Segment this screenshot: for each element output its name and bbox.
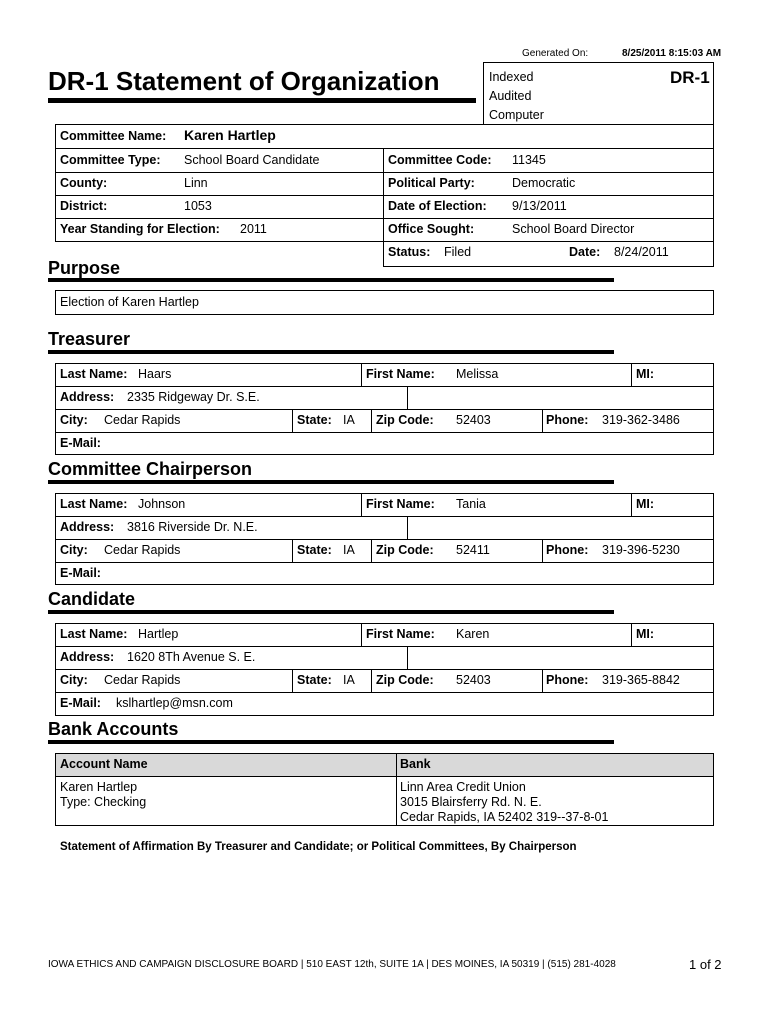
bank-bar [48,740,614,744]
chairperson-city-label: City: [60,543,88,557]
treasurer-zip-label: Zip Code: [376,413,434,427]
treasurer-last-name-label: Last Name: [60,367,128,381]
chairperson-first-name: Tania [456,497,486,511]
treasurer-first-name: Melissa [456,367,499,381]
election-date: 9/13/2011 [512,199,567,213]
candidate-state: IA [343,673,355,687]
treasurer-last-name: Haars [138,367,172,381]
treasurer-email-label: E-Mail: [60,436,101,450]
status-indexed: Indexed [489,70,534,84]
treasurer-address-label: Address: [60,390,115,404]
footer-text: IOWA ETHICS AND CAMPAIGN DISCLOSURE BOARD | 510 EAST 12th, SUITE 1A | DES MOINES, IA 50319 | (515) 281-4028 [48,959,616,970]
chairperson-address: 3816 Riverside Dr. N.E. [127,520,258,534]
chairperson-bar [48,480,614,484]
bank-header-row [56,754,713,776]
status-label: Status: [388,245,431,259]
chairperson-heading: Committee Chairperson [48,459,253,479]
chairperson-phone-label: Phone: [546,543,589,557]
date-label: Date: [569,245,601,259]
candidate-email: kslhartlep@msn.com [116,696,233,710]
candidate-mi-label: MI: [636,627,655,641]
chairperson-zip-label: Zip Code: [376,543,434,557]
treasurer-mi-label: MI: [636,367,655,381]
candidate-state-label: State: [297,673,332,687]
candidate-city: Cedar Rapids [104,673,181,687]
election-date-label: Date of Election: [388,199,487,213]
treasurer-state-label: State: [297,413,332,427]
committee-code: 11345 [512,153,546,167]
candidate-last-name-label: Last Name: [60,627,128,641]
county: Linn [184,176,208,190]
candidate-first-name-label: First Name: [366,627,435,641]
chairperson-phone: 319-396-5230 [602,543,680,557]
district: 1053 [184,199,212,213]
candidate-last-name: Hartlep [138,627,179,641]
committee-name: Karen Hartlep [184,127,276,143]
chairperson-city: Cedar Rapids [104,543,181,557]
chairperson-email-label: E-Mail: [60,566,101,580]
bank-city: Cedar Rapids, IA 52402 319--37-8-01 [400,810,609,824]
treasurer-city: Cedar Rapids [104,413,181,427]
chairperson-mi-label: MI: [636,497,655,511]
party-label: Political Party: [388,176,475,190]
treasurer-phone: 319-362-3486 [602,413,680,427]
treasurer-bar [48,350,614,354]
affirmation-statement: Statement of Affirmation By Treasurer and Candidate; or Political Committees, By Chairperson [60,841,577,853]
candidate-zip-label: Zip Code: [376,673,434,687]
title-underline [48,98,476,103]
bank-address: 3015 Blairsferry Rd. N. E. [400,795,542,809]
status-value: Filed [444,245,472,259]
candidate-phone-label: Phone: [546,673,589,687]
committee-type-label: Committee Type: [60,153,161,167]
candidate-email-label: E-Mail: [60,696,101,710]
committee-name-label: Committee Name: [60,129,167,143]
party: Democratic [512,176,576,190]
candidate-address-label: Address: [60,650,115,664]
generated-label: Generated On: [522,48,589,59]
county-label: County: [60,176,108,190]
treasurer-zip: 52403 [456,413,491,427]
office-label: Office Sought: [388,222,475,236]
chairperson-zip: 52411 [456,543,490,557]
chairperson-last-name-label: Last Name: [60,497,128,511]
chairperson-last-name: Johnson [138,497,186,511]
candidate-zip: 52403 [456,673,491,687]
committee-type: School Board Candidate [184,153,320,167]
treasurer-address: 2335 Ridgeway Dr. S.E. [127,390,260,404]
page-number: 1 of 2 [689,957,722,972]
status-list [489,68,544,125]
date-value: 8/24/2011 [614,245,669,259]
treasurer-city-label: City: [60,413,88,427]
candidate-heading: Candidate [48,589,136,609]
purpose-bar [48,278,614,282]
bank-col-bank: Bank [400,757,431,771]
committee-code-label: Committee Code: [388,153,492,167]
district-label: District: [60,199,108,213]
chairperson-state: IA [343,543,355,557]
status-audited: Audited [489,89,532,103]
bank-account-type: Type: Checking [60,795,147,809]
office: School Board Director [512,222,635,236]
treasurer-state: IA [343,413,355,427]
candidate-first-name: Karen [456,627,490,641]
form-code: DR-1 [670,68,710,87]
treasurer-first-name-label: First Name: [366,367,435,381]
generated-value: 8/25/2011 8:15:03 AM [622,48,722,59]
bank-account-name: Karen Hartlep [60,780,138,794]
year: 2011 [240,222,267,236]
page-title: DR-1 Statement of Organization [48,66,440,96]
treasurer-heading: Treasurer [48,329,131,349]
candidate-bar [48,610,614,614]
chairperson-address-label: Address: [60,520,115,534]
bank-col-account: Account Name [60,757,148,771]
bank-heading: Bank Accounts [48,719,179,739]
candidate-phone: 319-365-8842 [602,673,680,687]
bank-name: Linn Area Credit Union [400,780,526,794]
status-computer: Computer [489,108,544,122]
chairperson-first-name-label: First Name: [366,497,435,511]
purpose-text: Election of Karen Hartlep [60,295,199,309]
year-label: Year Standing for Election: [60,222,220,236]
candidate-city-label: City: [60,673,88,687]
treasurer-phone-label: Phone: [546,413,589,427]
purpose-heading: Purpose [48,258,121,278]
chairperson-state-label: State: [297,543,332,557]
candidate-address: 1620 8Th Avenue S. E. [127,650,256,664]
